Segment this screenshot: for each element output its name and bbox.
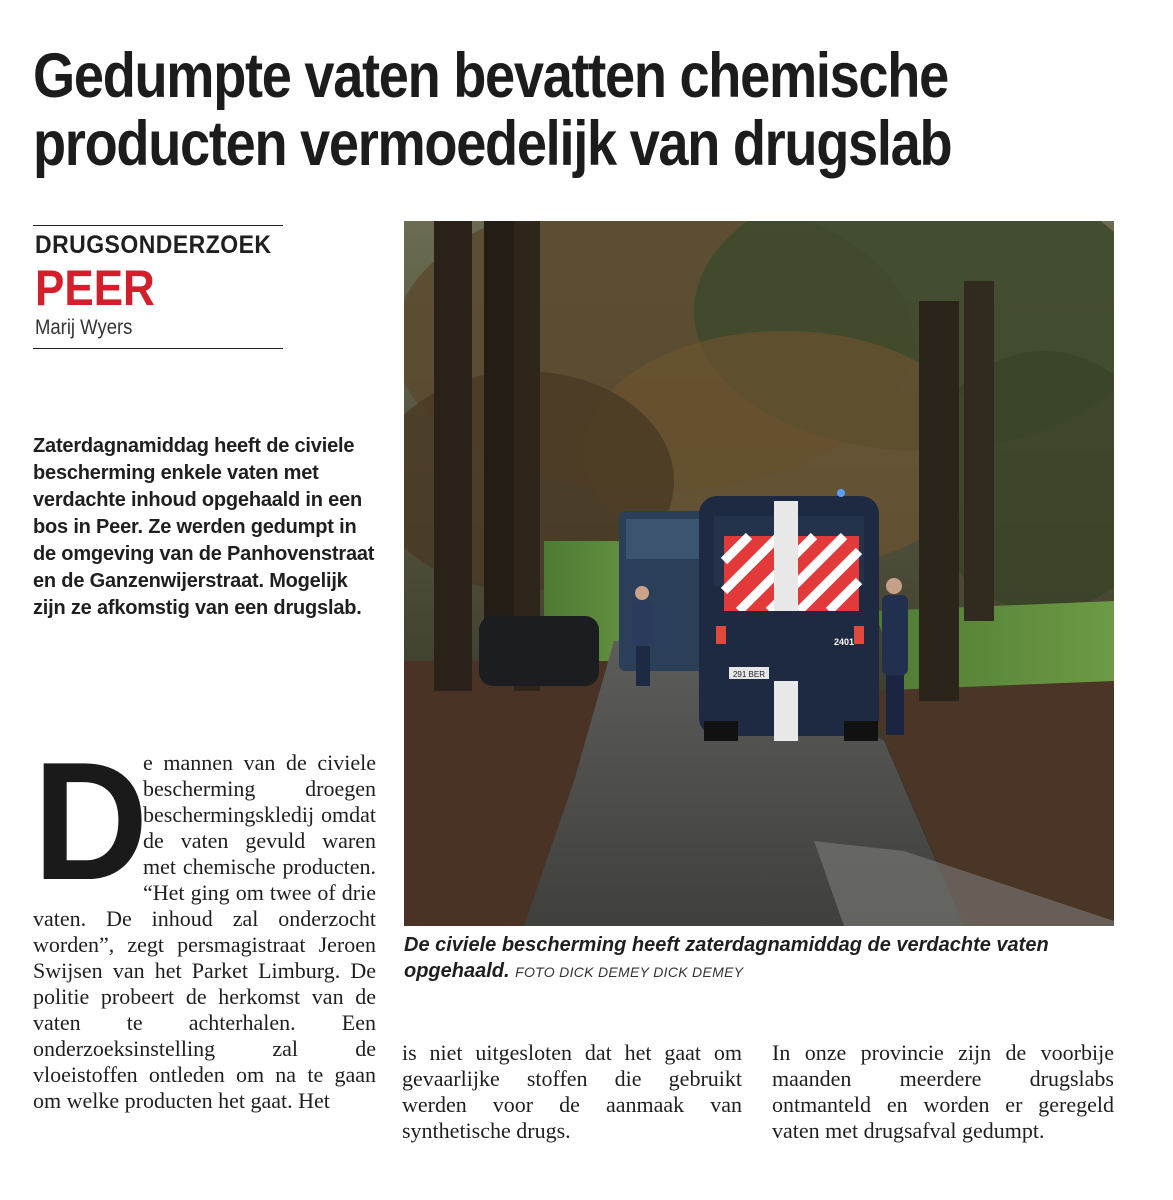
article-photo [404, 221, 1114, 926]
section-kicker: DRUGSONDERZOEK [35, 231, 272, 259]
license-plate: 291 BER [732, 670, 766, 679]
author-name: Marij Wyers [35, 316, 133, 339]
forest-road-photo [404, 221, 1114, 926]
lead-paragraph: Zaterdagnamiddag heeft de civiele bescherming enkele vaten met verdachte inhoud opgehaald in een bos in Peer. Ze werden gedumpt in de omgeving van de Panhovenstraat en de Ganzenwijerstraat. Mogelijk zijn ze afkomstig van een drugslab. [33, 435, 375, 619]
body-column-2: is niet uitgesloten dat het gaat om gevaarlijke stoffen die gebruikt werden voor de aanmaak van synthetische drugs. [402, 1040, 742, 1143]
civil-protection-van [699, 489, 879, 741]
drop-cap: D [33, 727, 149, 915]
caption-text: De civiele bescherming heeft zaterdagnamiddag de verdachte vaten opgehaald. [404, 934, 1049, 982]
byline-box [33, 225, 283, 349]
photo-caption [404, 932, 1114, 985]
photo-credit: FOTO DICK DEMEY DICK DEMEY [515, 964, 744, 980]
van-number: 2401 [834, 637, 855, 647]
headline [33, 42, 1142, 178]
headline-line-2: producten vermoedelijk van drugslab [33, 109, 952, 179]
body-column-1-text: e mannen van de civiele bescherming droegen beschermingskledij omdat de vaten gevuld waren met chemische producten. “Het ging om twee of drie vaten. De inhoud zal onderzocht worden”, zegt persmagistraat Jeroen Swijsen van het Parket Limburg. De politie probeert de herkomst van de vaten te achterhalen. Een onderzoeksinstelling zal de vloeistoffen ontleden om na te gaan om welke producten het gaat. Het [33, 750, 376, 1113]
headline-line-1: Gedumpte vaten bevatten chemische [33, 41, 948, 111]
body-column-3: In onze provincie zijn de voorbije maanden meerdere drugslabs ontmanteld en worden er geregeld vaten met drugsafval gedumpt. [772, 1040, 1114, 1143]
body-column-1 [33, 727, 376, 1114]
dateline-place: PEER [35, 260, 155, 316]
